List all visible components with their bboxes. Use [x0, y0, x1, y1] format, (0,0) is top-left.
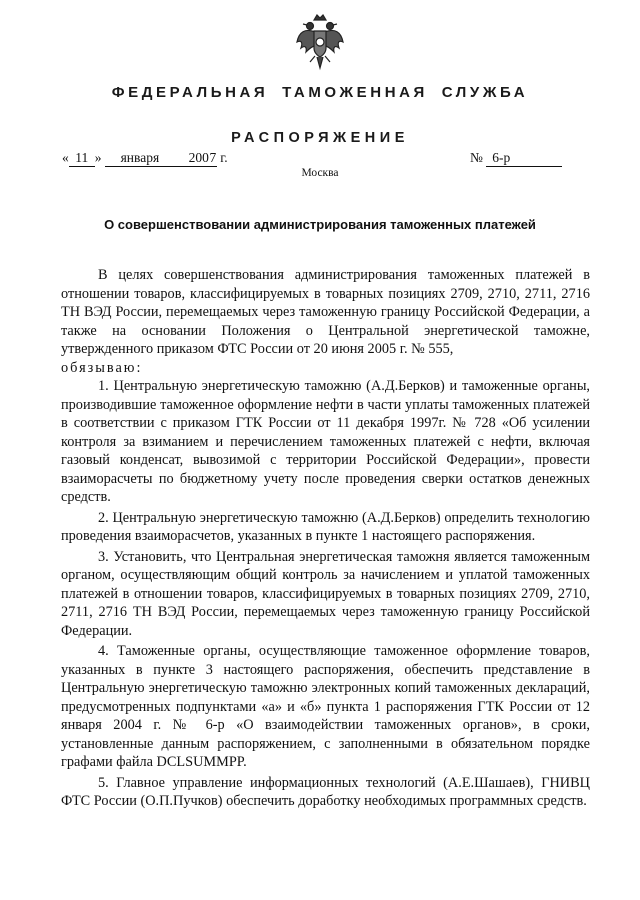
date-year-prefix: 200: [175, 150, 209, 167]
order-number: [470, 150, 562, 167]
intro-paragraph: В целях совершенствования администрирования таможенных платежей в отношении товаров, классифицируемых в товарных позициях 2709, 2710, 2711, 2716 ТН ВЭД России, перемещаемых через таможенную границу Российской Федерации, а также на основании Положения о Центральной энергетической таможне, утвержденного приказом ФТС России от 20 июня 2005 г. № 555,: [61, 267, 590, 357]
double-headed-eagle-emblem: [295, 12, 345, 74]
document-title: О совершенствовании администрирования таможенных платежей: [104, 217, 536, 232]
date-month: января: [105, 150, 175, 167]
agency-name: ФЕДЕРАЛЬНАЯ ТАМОЖЕННАЯ СЛУЖБА: [111, 84, 529, 101]
paragraph-3: 3. Установить, что Центральная энергетическая таможня является таможенным органом, осуществляющим общий контроль за начислением и уплатой таможенных платежей в отношении товаров, классифицируемых в товарных позициях 2709, 2710, 2711, 2716 ТН ВЭД России, перемещаемых через таможенную границу Российской Федерации.: [61, 548, 590, 639]
document-type: РАСПОРЯЖЕНИЕ: [231, 130, 409, 146]
paragraph-1: 1. Центральную энергетическую таможню (А.Д.Берков) и таможенные органы, производившие таможенное оформление нефти в части уплаты таможенных платежей в соответствии с приказом ГТК России от 11 декабря 1997г. № 728 «Об усилении контроля за взиманием и перечислением таможенных платежей с нефти, включая газовый конденсат, вывозимой с территории Российской Федерации», провести взаиморасчеты по бюджетному учету после проведения сверки остатков денежных средств.: [61, 378, 590, 505]
obligate-line: обязываю:: [61, 359, 143, 376]
paragraph-2: 2. Центральную энергетическую таможню (А.Д.Берков) определить технологию проведения взаиморасчетов, указанных в пункте 1 настоящего распоряжения.: [61, 509, 590, 544]
date-day: 11: [69, 150, 95, 167]
date-open-quote: «: [62, 150, 69, 165]
document-body: [61, 266, 590, 811]
paragraph-5: 5. Главное управление информационных технологий (А.Е.Шашаев), ГНИВЦ ФТС России (О.П.Пучков) обеспечить доработку необходимых программных средств.: [61, 774, 590, 809]
number-label: №: [470, 150, 483, 165]
paragraph-4: 4. Таможенные органы, осуществляющие таможенное оформление товаров, указанных в пункте 3 настоящего распоряжения, обеспечить представление в Центральную энергетическую таможню электронных копий таможенных деклараций, предусмотренных подпунктами «а» и «б» пункта 1 распоряжения ГТК России от 12 января 2004 г. № 6-р «О взаимодействии таможенных органов», в сроки, установленные данным распоряжением, с заполненными в обязательном порядке графами файла DCLSUMMPP.: [61, 643, 590, 770]
date-year-suffix-g: г.: [220, 150, 228, 165]
order-date: [62, 150, 228, 167]
date-close-quote: »: [94, 150, 102, 165]
number-value: 6-р: [486, 150, 562, 167]
date-year-suffix: 7: [209, 150, 217, 165]
city: Москва: [301, 167, 339, 179]
